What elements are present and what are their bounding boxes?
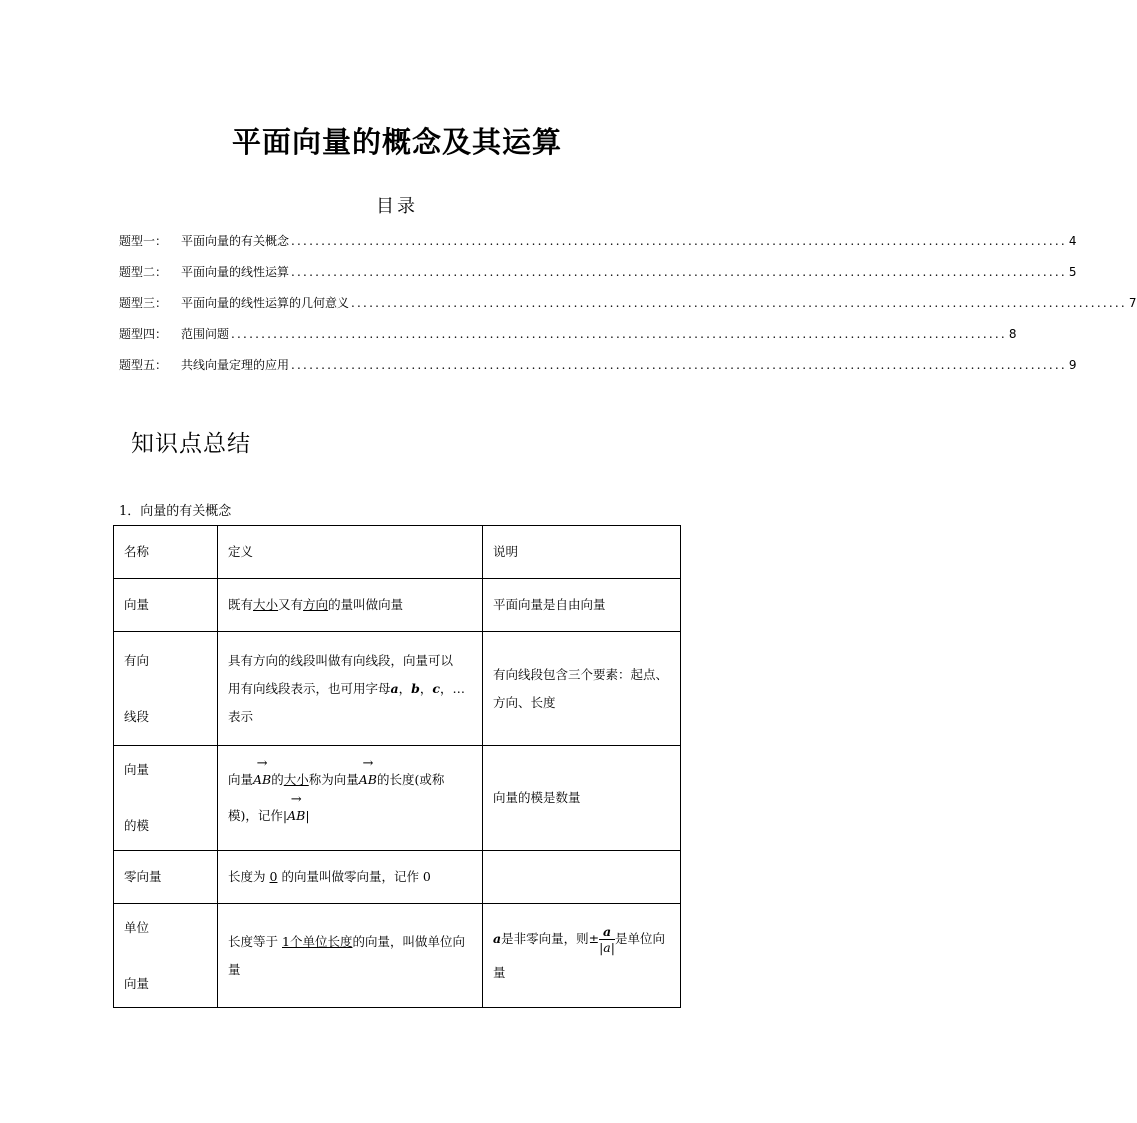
cell-note: 有向线段包含三个要素：起点、方向、长度 [483, 632, 681, 746]
vector-ab: → AB [359, 762, 377, 798]
cell-note [483, 851, 681, 904]
text: 称为向量 [308, 772, 359, 787]
cell-name: 零向量 [114, 851, 218, 904]
toc-item[interactable] [119, 325, 1017, 356]
cell-note: 平面向量是自由向量 [483, 579, 681, 632]
table-row [114, 632, 681, 746]
cell-definition [218, 904, 483, 1008]
table-row [114, 579, 681, 632]
toc-leader-dots: ................................................................................................................................. [291, 234, 1067, 248]
cell-note: 向量的模是数量 [483, 746, 681, 851]
keyword: 方向 [303, 597, 329, 612]
table-of-contents [119, 232, 1137, 387]
toc-item-text: 平面向量的有关概念 [181, 234, 290, 248]
name-line: 单位 [124, 919, 150, 935]
toc-item-page: 5 [1068, 265, 1077, 279]
table-header-row [114, 526, 681, 579]
name-line: 向量 [124, 762, 150, 777]
cell-definition: 向量→ AB的大小称为向量→ AB的长度(或称 模)，记作|→ AB| [218, 746, 483, 851]
text: 长度等于 [228, 933, 279, 949]
text: 既有 [228, 597, 254, 612]
text: 的向量叫做零向量，记作 0 [281, 869, 431, 884]
symbol-c: c [432, 680, 441, 696]
subsection-heading: 1．向量的有关概念 [119, 504, 232, 519]
toc-leader-dots: ................................................................................................................................. [351, 296, 1127, 310]
toc-leader-dots: ................................................................................................................................. [231, 327, 1007, 341]
text: 表示 [228, 708, 254, 724]
header-definition: 定义 [218, 526, 483, 579]
cell-name [114, 904, 218, 1008]
header-name: 名称 [114, 526, 218, 579]
text: 模)，记作 [228, 808, 283, 823]
concept-table [113, 525, 681, 1008]
text: 用有向线段表示，也可用字母 [228, 680, 391, 696]
toc-item[interactable] [119, 356, 1077, 387]
name-line: 线段 [124, 708, 150, 724]
toc-item-text: 范围问题 [181, 327, 230, 341]
toc-heading: 目录 [376, 196, 418, 217]
name-line: 向量 [124, 975, 150, 991]
keyword: 0 [269, 869, 278, 884]
table-row [114, 746, 681, 851]
toc-item-number: 题型三： [119, 296, 168, 310]
cell-note [483, 904, 681, 1008]
toc-item[interactable] [119, 232, 1077, 263]
toc-item-text: 平面向量的线性运算的几何意义 [181, 296, 350, 310]
keyword: 大小 [283, 772, 309, 787]
vector-ab: → AB [253, 762, 271, 798]
text: 又有 [278, 597, 304, 612]
cell-definition [218, 851, 483, 904]
toc-item[interactable] [119, 263, 1077, 294]
name-line: 有向 [124, 652, 150, 668]
fraction-numerator: a [599, 924, 615, 940]
cell-definition: 具有方向的线段叫做有向线段，向量可以 用有向线段表示，也可用字母a，b，c，… 表示 [218, 632, 483, 746]
vector-ab-modulus: → AB [287, 798, 305, 834]
toc-item-number: 题型五： [119, 358, 168, 372]
section-heading: 知识点总结 [131, 431, 251, 457]
symbol-a: a [493, 930, 502, 946]
text: 长度为 [228, 869, 266, 884]
toc-leader-dots: ................................................................................................................................. [291, 265, 1067, 279]
toc-item[interactable] [119, 294, 1137, 325]
text: 的长度(或称 [377, 772, 445, 787]
cell-definition [218, 579, 483, 632]
cell-name [114, 632, 218, 746]
text: 的 [271, 772, 284, 787]
symbol-b: b [411, 680, 420, 696]
table-row [114, 904, 681, 1008]
toc-item-number: 题型二： [119, 265, 168, 279]
text: 向量 [228, 772, 254, 787]
text: 是单位向量 [493, 930, 665, 980]
toc-leader-dots: ................................................................................................................................. [291, 358, 1067, 372]
document-title: 平面向量的概念及其运算 [231, 125, 562, 159]
symbol-a: a [390, 680, 399, 696]
table-row [114, 851, 681, 904]
text: 的向量，叫做单位向量 [228, 933, 465, 977]
text: 具有方向的线段叫做有向线段，向量可以 [228, 652, 454, 668]
toc-item-text: 共线向量定理的应用 [181, 358, 290, 372]
fraction [599, 924, 615, 955]
keyword: 1个单位长度 [282, 933, 353, 949]
name-line: 的模 [124, 818, 150, 833]
fraction-denominator: |a| [599, 939, 615, 955]
text: 是非零向量，则± [501, 930, 600, 946]
text: ，… [440, 680, 466, 696]
cell-name [114, 746, 218, 851]
keyword: 大小 [253, 597, 279, 612]
toc-item-number: 题型一： [119, 234, 168, 248]
toc-item-number: 题型四： [119, 327, 168, 341]
header-note: 说明 [483, 526, 681, 579]
toc-item-text: 平面向量的线性运算 [181, 265, 290, 279]
toc-item-page: 7 [1128, 296, 1137, 310]
toc-item-page: 9 [1068, 358, 1077, 372]
toc-item-page: 8 [1008, 327, 1017, 341]
text: 的量叫做向量 [328, 597, 404, 612]
toc-item-page: 4 [1068, 234, 1077, 248]
cell-name: 向量 [114, 579, 218, 632]
